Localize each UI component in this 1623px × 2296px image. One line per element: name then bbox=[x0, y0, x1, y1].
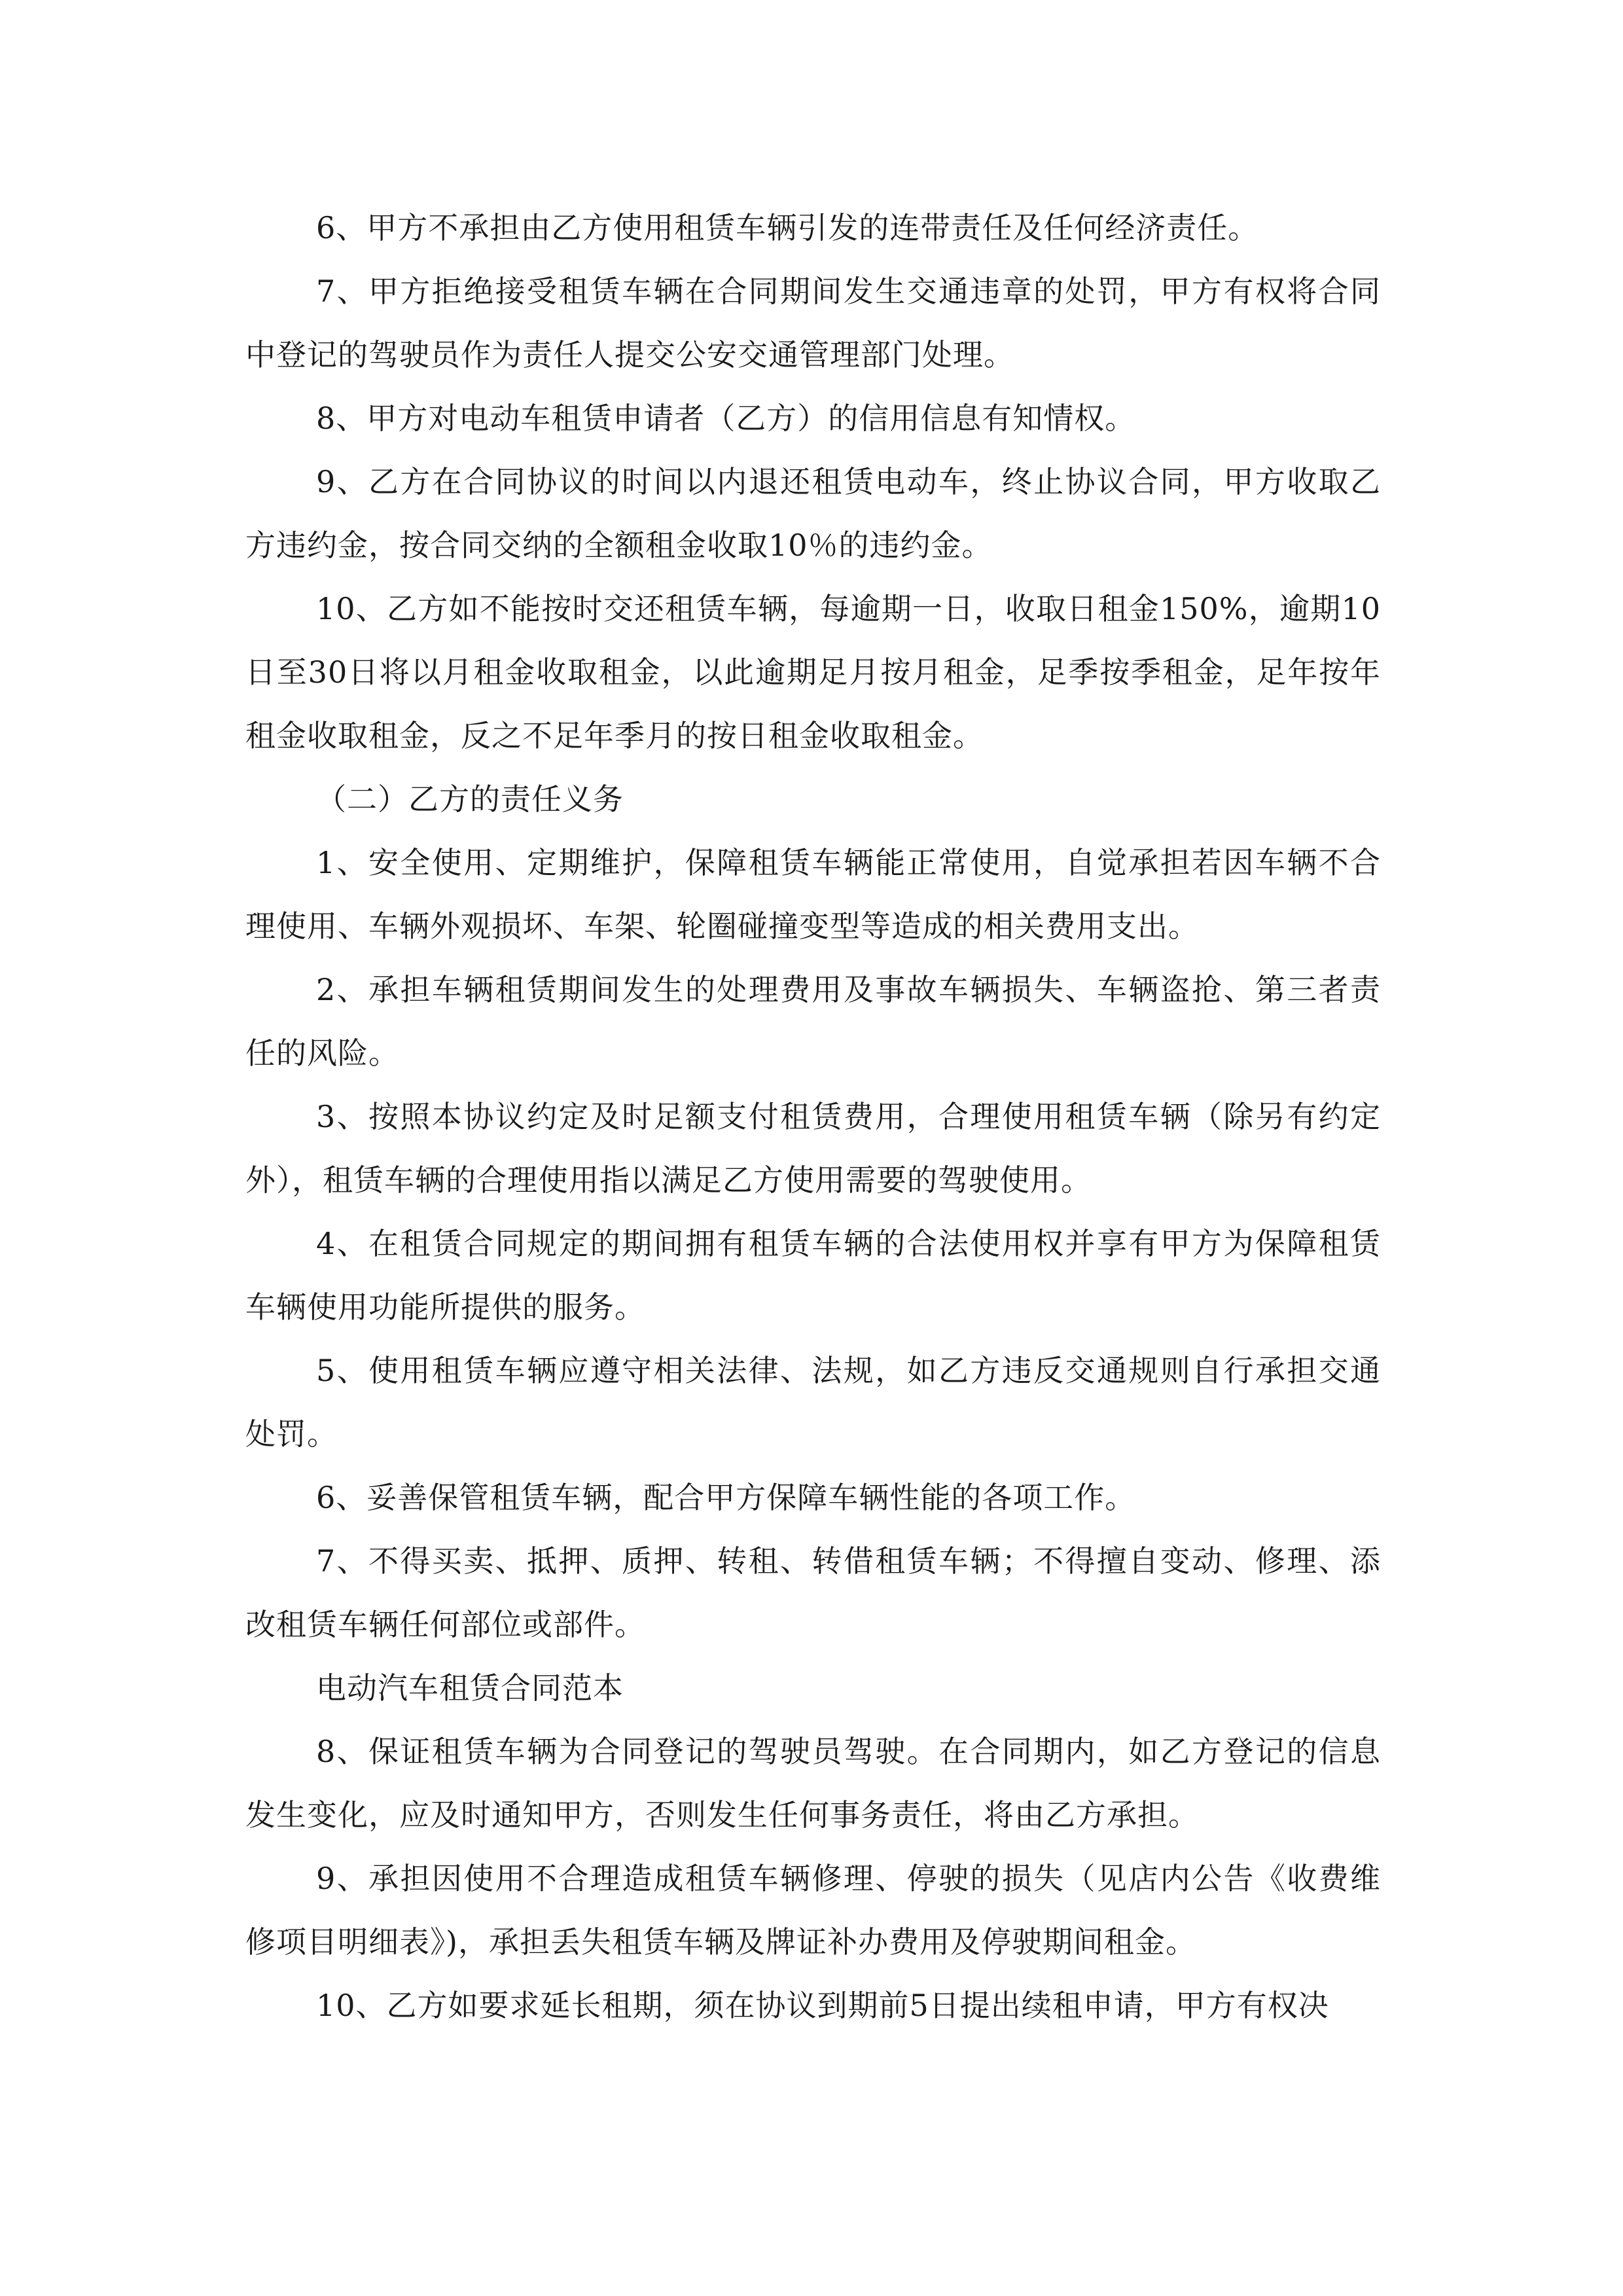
clause-party-a-6: 6、甲方不承担由乙方使用租赁车辆引发的连带责任及任何经济责任。 bbox=[316, 210, 1259, 245]
clause-party-a-9: 9、乙方在合同协议的时间以内退还租赁电动车，终止协议合同，甲方收取乙方违约金，按合同交纳的全额租金收取10％的违约金。 bbox=[245, 464, 1381, 563]
section-heading-party-b: （二）乙方的责任义务 bbox=[316, 781, 624, 817]
clause-party-b-2: 2、承担车辆租赁期间发生的处理费用及事故车辆损失、车辆盗抢、第三者责任的风险。 bbox=[245, 972, 1381, 1071]
inline-document-title: 电动汽车租赁合同范本 bbox=[316, 1670, 624, 1706]
clause-party-b-10: 10、乙方如要求延长租期，须在协议到期前5日提出续租申请，甲方有权决 bbox=[316, 1988, 1329, 2023]
clause-party-b-1: 1、安全使用、定期维护，保障租赁车辆能正常使用，自觉承担若因车辆不合理使用、车辆外观损坏、车架、轮圈碰撞变型等造成的相关费用支出。 bbox=[245, 845, 1381, 944]
document-body bbox=[245, 196, 1381, 2037]
clause-party-a-8: 8、甲方对电动车租赁申请者（乙方）的信用信息有知情权。 bbox=[316, 401, 1136, 436]
clause-party-a-10: 10、乙方如不能按时交还租赁车辆，每逾期一日，收取日租金150%，逾期10日至30日将以月租金收取租金，以此逾期足月按月租金，足季按季租金，足年按年租金收取租金，反之不足年季月的按日租金收取租金。 bbox=[245, 591, 1381, 753]
clause-party-b-9: 9、承担因使用不合理造成租赁车辆修理、停驶的损失（见店内公告《收费维修项目明细表》)，承担丢失租赁车辆及牌证补办费用及停驶期间租金。 bbox=[245, 1861, 1381, 1960]
clause-party-b-6: 6、妥善保管租赁车辆，配合甲方保障车辆性能的各项工作。 bbox=[316, 1480, 1136, 1515]
clause-party-b-7: 7、不得买卖、抵押、质押、转租、转借租赁车辆；不得擅自变动、修理、添改租赁车辆任何部位或部件。 bbox=[245, 1543, 1381, 1642]
clause-party-b-3: 3、按照本协议约定及时足额支付租赁费用，合理使用租赁车辆（除另有约定外），租赁车辆的合理使用指以满足乙方使用需要的驾驶使用。 bbox=[245, 1099, 1381, 1198]
clause-party-a-7: 7、甲方拒绝接受租赁车辆在合同期间发生交通违章的处罚，甲方有权将合同中登记的驾驶员作为责任人提交公安交通管理部门处理。 bbox=[245, 274, 1381, 372]
clause-party-b-5: 5、使用租赁车辆应遵守相关法律、法规，如乙方违反交通规则自行承担交通处罚。 bbox=[245, 1353, 1381, 1452]
clause-party-b-4: 4、在租赁合同规定的期间拥有租赁车辆的合法使用权并享有甲方为保障租赁车辆使用功能所提供的服务。 bbox=[245, 1226, 1381, 1325]
clause-party-b-8: 8、保证租赁车辆为合同登记的驾驶员驾驶。在合同期内，如乙方登记的信息发生变化，应及时通知甲方，否则发生任何事务责任，将由乙方承担。 bbox=[245, 1734, 1381, 1833]
